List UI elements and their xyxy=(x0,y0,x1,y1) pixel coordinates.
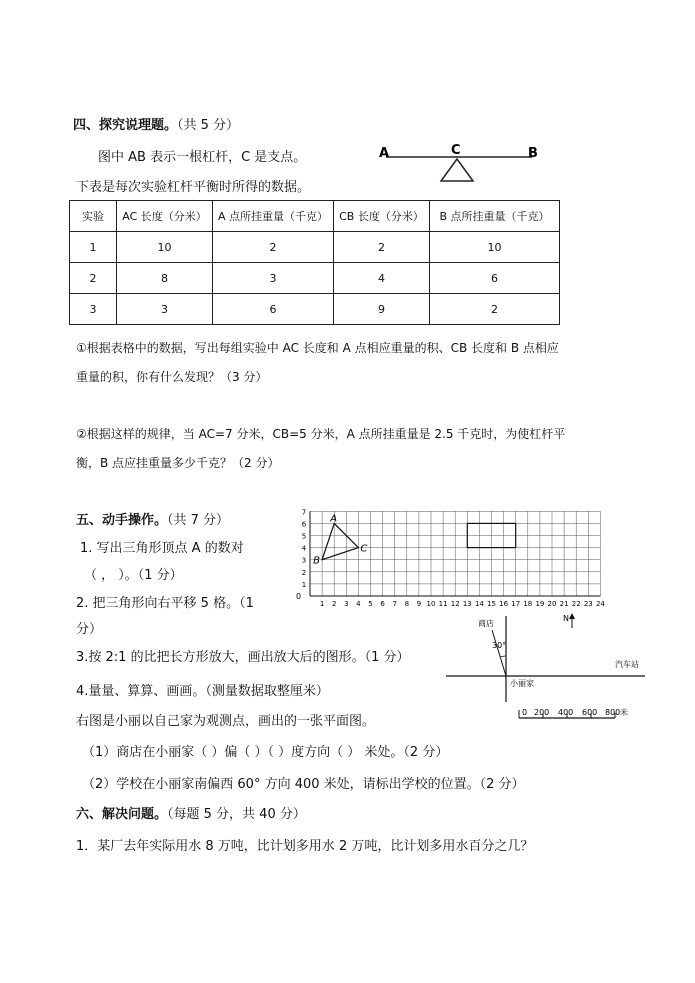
grid-x-tick-label: 7 xyxy=(392,600,397,608)
lever-label-c: C xyxy=(451,143,461,158)
table-header-cell: AC 长度（分米） xyxy=(117,201,213,232)
table-cell: 4 xyxy=(334,263,430,294)
vertex-label-b: B xyxy=(313,555,320,567)
direction-map xyxy=(440,612,665,724)
grid-x-tick-label: 8 xyxy=(404,600,410,608)
grid-x-ticks xyxy=(320,600,606,608)
scale-label: 800 xyxy=(605,708,621,717)
grid-lines xyxy=(310,511,600,596)
shop-direction-line xyxy=(492,630,506,676)
table-header-cell: A 点所挂重量（千克） xyxy=(213,201,334,232)
scale-label: 200 xyxy=(534,708,550,717)
table-cell: 10 xyxy=(430,232,560,263)
north-arrowhead-icon xyxy=(569,613,575,619)
scale-label: 600 xyxy=(582,708,598,717)
section5-q2-line1: 2. 把三角形向右平移 5 格。（1 xyxy=(76,596,254,611)
home-label: 小丽家 xyxy=(510,679,534,688)
grid-x-tick-label: 20 xyxy=(547,600,557,608)
vertex-label-a: A xyxy=(330,513,338,525)
grid-x-tick-label: 21 xyxy=(559,600,569,608)
section4-points: （共 5 分） xyxy=(177,118,240,133)
shop-label: 商店 xyxy=(478,619,494,628)
grid-y-tick-label: 4 xyxy=(301,544,307,553)
section6-title: 六、解决问题。 xyxy=(76,807,168,822)
grid-x-tick-label: 2 xyxy=(331,600,337,608)
section5-q4-1: （1）商店在小丽家（ ）偏（ ）（ ）度方向（ ） 米处。（2 分） xyxy=(82,745,449,760)
table-cell: 2 xyxy=(430,294,560,325)
table-cell: 3 xyxy=(70,294,117,325)
table-cell: 3 xyxy=(213,263,334,294)
section4-q2-line1: ②根据这样的规律，当 AC=7 分米，CB=5 分米，A 点所挂重量是 2.5 千克时，为使杠杆平 xyxy=(76,427,566,441)
section4-q1-line2: 重量的积，你有什么发现？（3 分） xyxy=(76,370,268,384)
grid-x-tick-label: 24 xyxy=(595,600,605,608)
grid-x-tick-label: 19 xyxy=(535,600,545,608)
section6-points: （每题 5 分，共 40 分） xyxy=(167,807,306,822)
lever-label-a: A xyxy=(379,146,390,161)
grid-y-ticks xyxy=(302,508,307,589)
station-label: 汽车站 xyxy=(615,660,639,669)
section4-heading xyxy=(73,114,239,133)
north-label: N xyxy=(563,614,569,623)
angle-label: 30° xyxy=(492,641,507,650)
lever-label-b: B xyxy=(528,146,538,161)
section4-title: 四、探究说理题。 xyxy=(73,118,178,133)
section5-q2-line2: 分） xyxy=(76,622,103,637)
triangle-abc xyxy=(322,523,358,559)
table-cell: 6 xyxy=(213,294,334,325)
grid-x-tick-label: 14 xyxy=(474,600,484,608)
grid-x-tick-label: 18 xyxy=(523,600,533,608)
table-header-row xyxy=(70,201,560,232)
grid-x-tick-label: 12 xyxy=(450,600,460,608)
grid-x-tick-label: 10 xyxy=(426,600,436,608)
table-header-cell: 实验 xyxy=(70,201,117,232)
grid-x-tick-label: 3 xyxy=(344,600,349,608)
table-cell: 2 xyxy=(334,232,430,263)
grid-y-tick-label: 6 xyxy=(301,520,307,529)
vertex-label-c: C xyxy=(360,543,368,555)
section5-points: （共 7 分） xyxy=(167,513,230,528)
lever-diagram xyxy=(370,142,550,188)
table-cell: 1 xyxy=(70,232,117,263)
section5-q4-2: （2）学校在小丽家南偏西 60° 方向 400 米处，请标出学校的位置。（2 分） xyxy=(82,777,525,792)
grid-y-tick-label: 2 xyxy=(301,568,307,577)
fulcrum-triangle xyxy=(441,159,473,181)
grid-x-tick-label: 6 xyxy=(380,600,385,608)
grid-x-tick-label: 4 xyxy=(356,600,361,608)
table-row xyxy=(70,294,560,325)
grid-x-tick-label: 5 xyxy=(368,600,373,608)
grid-x-tick-label: 11 xyxy=(438,600,448,608)
section5-q1-line2: （ ， ）。（1 分） xyxy=(84,568,183,583)
section4-intro2: 下表是每次实验杠杆平衡时所得的数据。 xyxy=(76,180,311,195)
table-cell: 9 xyxy=(334,294,430,325)
map-scale-bar xyxy=(519,707,628,718)
scale-unit: 米 xyxy=(620,708,628,717)
grid-x-tick-label: 16 xyxy=(499,600,509,608)
section4-q2-line2: 衡，B 点应挂重量多少千克？（2 分） xyxy=(76,456,280,470)
grid-x-tick-label: 22 xyxy=(571,600,581,608)
scale-label: 400 xyxy=(558,708,574,717)
section5-q3: 3.按 2:1 的比把长方形放大，画出放大后的图形。（1 分） xyxy=(76,650,410,665)
grid-y-tick-label: 5 xyxy=(301,532,307,541)
angle-arc xyxy=(500,656,506,657)
grid-y-tick-label: 3 xyxy=(301,556,307,565)
table-row xyxy=(70,263,560,294)
grid-x-tick-label: 1 xyxy=(319,600,325,608)
section5-q1-line1: 1. 写出三角形顶点 A 的数对 xyxy=(80,541,244,556)
grid-x-tick-label: 13 xyxy=(462,600,472,608)
table-header-cell: CB 长度（分米） xyxy=(334,201,430,232)
table-cell: 3 xyxy=(117,294,213,325)
section5-title: 五、动手操作。 xyxy=(76,513,168,528)
grid-origin-label: 0 xyxy=(296,592,302,601)
section5-heading xyxy=(76,509,229,528)
table-cell: 8 xyxy=(117,263,213,294)
section6-q1: 1．某厂去年实际用水 8 万吨，比计划多用水 2 万吨，比计划多用水百分之几？ xyxy=(76,839,534,854)
grid-x-tick-label: 15 xyxy=(487,600,496,608)
grid-x-tick-label: 23 xyxy=(583,600,593,608)
grid-y-tick-label: 1 xyxy=(301,580,307,589)
lever-data-table xyxy=(69,200,560,325)
table-row xyxy=(70,232,560,263)
section6-heading xyxy=(76,803,306,822)
section4-q1-line1: ①根据表格中的数据，写出每组实验中 AC 长度和 A 点相应重量的积、CB 长度和 B 点相应 xyxy=(76,341,559,355)
grid-y-tick-label: 7 xyxy=(301,508,307,517)
table-cell: 10 xyxy=(117,232,213,263)
grid-x-tick-label: 9 xyxy=(416,600,422,608)
grid-x-tick-label: 17 xyxy=(511,600,521,608)
section5-q4: 4.量量、算算、画画。（测量数据取整厘米） xyxy=(76,684,329,699)
table-cell: 6 xyxy=(430,263,560,294)
table-cell: 2 xyxy=(213,232,334,263)
section5-q4-intro: 右图是小丽以自己家为观测点，画出的一张平面图。 xyxy=(76,714,376,729)
coordinate-grid xyxy=(290,505,620,613)
table-cell: 2 xyxy=(70,263,117,294)
table-header-cell: B 点所挂重量（千克） xyxy=(430,201,560,232)
scale-label: 0 xyxy=(522,708,528,717)
section4-intro1: 图中 AB 表示一根杠杆，C 是支点。 xyxy=(98,150,307,165)
